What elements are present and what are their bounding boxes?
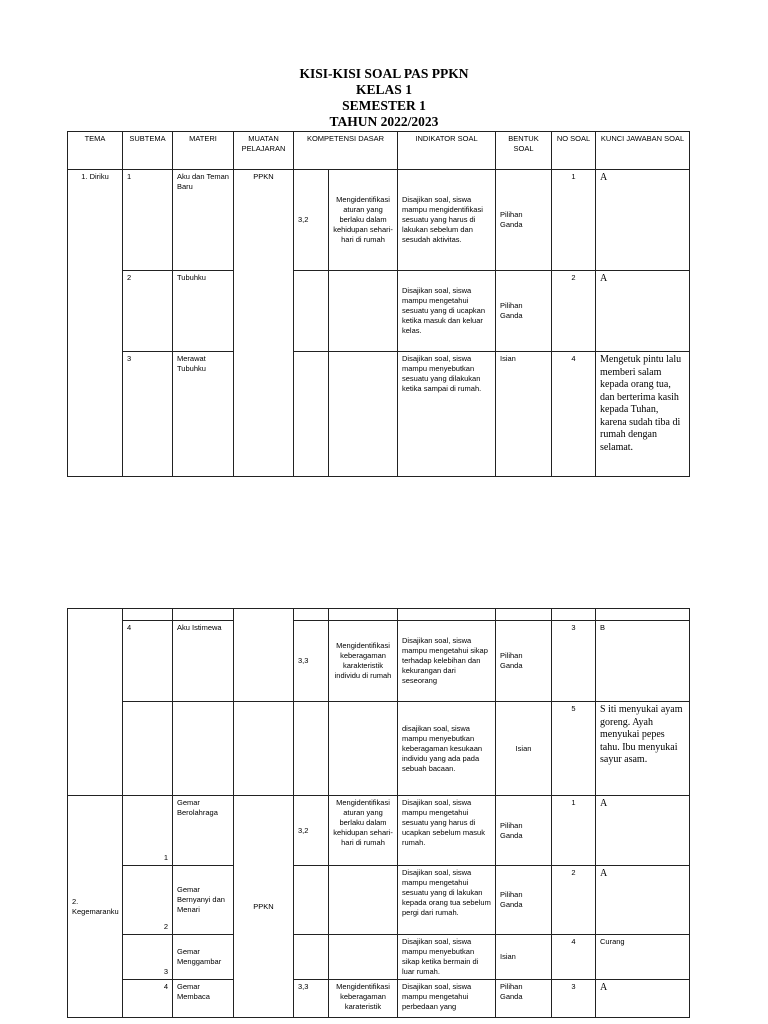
cell-indikator: disajikan soal, siswa mampu menyebutkan keberagaman kesukaan individu yang ada pada sebuah bacaan. bbox=[398, 702, 496, 796]
cell-kd-no: 3,3 bbox=[294, 980, 329, 1018]
cell-tema-blank bbox=[68, 609, 123, 796]
cell-muatan: PPKN bbox=[234, 170, 294, 477]
cell-blank bbox=[294, 935, 329, 980]
cell-tema: 1. Diriku bbox=[68, 170, 123, 477]
cell-kunci: Curang bbox=[596, 935, 690, 980]
cell-subtema: 4 bbox=[123, 621, 173, 702]
cell-no: 3 bbox=[552, 980, 596, 1018]
cell-kd-no: 3,2 bbox=[294, 796, 329, 866]
cell-no: 3 bbox=[552, 621, 596, 702]
cell-materi: Gemar Menggambar bbox=[173, 935, 234, 980]
cell-subtema: 2 bbox=[123, 271, 173, 352]
cell-subtema: 1 bbox=[123, 796, 173, 866]
cell-bentuk: Isian bbox=[496, 352, 552, 477]
cell-bentuk: Pilihan Ganda bbox=[496, 271, 552, 352]
cell-materi: Gemar Bernyanyi dan Menari bbox=[173, 866, 234, 935]
cell-kunci: B bbox=[596, 621, 690, 702]
table-row bbox=[68, 866, 690, 935]
table-blank-header-row bbox=[68, 609, 690, 621]
cell-bentuk: Pilihan Ganda bbox=[496, 170, 552, 271]
cell-no: 2 bbox=[552, 866, 596, 935]
cell-materi: Tubuhku bbox=[173, 271, 234, 352]
cell-blank bbox=[294, 866, 329, 935]
cell-bentuk: Pilihan Ganda bbox=[496, 980, 552, 1018]
cell-kd-no: 3,2 bbox=[294, 170, 329, 271]
cell-kd-text bbox=[329, 352, 398, 477]
cell-kd-text: Mengidentifikasi aturan yang berlaku dalam kehidupan sehari-hari di rumah bbox=[329, 796, 398, 866]
cell-bentuk: Isian bbox=[496, 702, 552, 796]
cell-kunci: A bbox=[596, 866, 690, 935]
cell-kunci: S iti menyukai ayam goreng. Ayah menyukai pepes tahu. Ibu menyukai sayur asam. bbox=[596, 702, 690, 796]
cell-blank bbox=[173, 609, 234, 621]
cell-subtema: 3 bbox=[123, 935, 173, 980]
header-kompetensi-dasar: KOMPETENSI DASAR bbox=[294, 132, 398, 170]
kisi-kisi-table-1 bbox=[67, 131, 690, 477]
title-line-1: KISI-KISI SOAL PAS PPKN bbox=[299, 66, 469, 81]
cell-blank bbox=[596, 609, 690, 621]
header-tema: TEMA bbox=[68, 132, 123, 170]
cell-bentuk: Pilihan Ganda bbox=[496, 866, 552, 935]
cell-blank bbox=[329, 935, 398, 980]
cell-materi: Aku Istimewa bbox=[173, 621, 234, 702]
table-row bbox=[68, 170, 690, 271]
cell-subtema: 2 bbox=[123, 866, 173, 935]
cell-blank bbox=[294, 609, 329, 621]
cell-tema: 2. Kegemaranku bbox=[68, 796, 123, 1018]
cell-kd-no bbox=[294, 271, 329, 352]
header-kunci: KUNCI JAWABAN SOAL bbox=[596, 132, 690, 170]
cell-kd-no: 3,3 bbox=[294, 621, 329, 702]
cell-blank bbox=[294, 702, 329, 796]
cell-bentuk: Pilihan Ganda bbox=[496, 796, 552, 866]
title-line-2: KELAS 1 bbox=[356, 82, 412, 97]
header-no: NO SOAL bbox=[552, 132, 596, 170]
header-indikator: INDIKATOR SOAL bbox=[398, 132, 496, 170]
cell-blank bbox=[123, 702, 173, 796]
cell-blank bbox=[329, 609, 398, 621]
cell-materi: Aku dan Teman Baru bbox=[173, 170, 234, 271]
cell-indikator: Disajikan soal, siswa mampu mengetahui sikap terhadap kelebihan dan kekurangan dari seseorang bbox=[398, 621, 496, 702]
cell-kd-text: Mengidentifikasi keberagaman karakteristik individu di rumah bbox=[329, 621, 398, 702]
table-row bbox=[68, 980, 690, 1018]
header-muatan: MUATAN PELAJARAN bbox=[234, 132, 294, 170]
table-row bbox=[68, 352, 690, 477]
cell-indikator: Disajikan soal, siswa mampu mengidentifikasi sesuatu yang harus di lakukan sebelum dan sesudah aktivitas. bbox=[398, 170, 496, 271]
title-line-4: TAHUN 2022/2023 bbox=[329, 114, 439, 129]
cell-no: 1 bbox=[552, 796, 596, 866]
cell-kd-no bbox=[294, 352, 329, 477]
cell-kunci: Mengetuk pintu lalu memberi salam kepada orang tua, dan berterima kasih kepada Tuhan, karena sudah tiba di rumah dengan selamat. bbox=[596, 352, 690, 477]
cell-subtema: 1 bbox=[123, 170, 173, 271]
cell-kd-text: Mengidentifikasi aturan yang berlaku dalam kehidupan sehari-hari di rumah bbox=[329, 170, 398, 271]
table-row bbox=[68, 271, 690, 352]
cell-indikator: Disajikan soal, siswa mampu menyebutkan sikap ketika bermain di luar rumah. bbox=[398, 935, 496, 980]
cell-kd-text: Mengidentifikasi keberagaman karateristik bbox=[329, 980, 398, 1018]
cell-subtema: 4 bbox=[123, 980, 173, 1018]
cell-materi: Gemar Berolahraga bbox=[173, 796, 234, 866]
cell-indikator: Disajikan soal, siswa mampu mengetahui sesuatu yang di ucapkan ketika masuk dan keluar kelas. bbox=[398, 271, 496, 352]
cell-kunci: A bbox=[596, 271, 690, 352]
kisi-kisi-table-2 bbox=[67, 608, 690, 1018]
cell-bentuk: Isian bbox=[496, 935, 552, 980]
table-header-row bbox=[68, 132, 690, 170]
cell-kunci: A bbox=[596, 796, 690, 866]
cell-no: 2 bbox=[552, 271, 596, 352]
header-subtema: SUBTEMA bbox=[123, 132, 173, 170]
cell-no: 5 bbox=[552, 702, 596, 796]
header-materi: MATERI bbox=[173, 132, 234, 170]
cell-blank bbox=[173, 702, 234, 796]
cell-kunci: A bbox=[596, 170, 690, 271]
cell-blank bbox=[329, 702, 398, 796]
cell-no: 4 bbox=[552, 935, 596, 980]
cell-indikator: Disajikan soal, siswa mampu mengetahui sesuatu yang di lakukan kepada orang tua sebelum pergi dari rumah. bbox=[398, 866, 496, 935]
cell-indikator: Disajikan soal, siswa mampu mengetahui sesuatu yang harus di ucapkan sebelum masuk rumah. bbox=[398, 796, 496, 866]
cell-blank bbox=[123, 609, 173, 621]
cell-kd-text bbox=[329, 271, 398, 352]
cell-materi: Merawat Tubuhku bbox=[173, 352, 234, 477]
cell-blank bbox=[496, 609, 552, 621]
cell-muatan-blank bbox=[234, 609, 294, 702]
cell-no: 1 bbox=[552, 170, 596, 271]
cell-bentuk: Pilihan Ganda bbox=[496, 621, 552, 702]
cell-no: 4 bbox=[552, 352, 596, 477]
cell-indikator: Disajikan soal, siswa mampu mengetahui perbedaan yang bbox=[398, 980, 496, 1018]
table-row bbox=[68, 796, 690, 866]
cell-blank bbox=[552, 609, 596, 621]
cell-indikator: Disajikan soal, siswa mampu menyebutkan sesuatu yang dilakukan ketika sampai di rumah. bbox=[398, 352, 496, 477]
cell-kunci: A bbox=[596, 980, 690, 1018]
table-row bbox=[68, 935, 690, 980]
table-row bbox=[68, 702, 690, 796]
cell-blank bbox=[234, 702, 294, 796]
cell-materi: Gemar Membaca bbox=[173, 980, 234, 1018]
header-bentuk: BENTUK SOAL bbox=[496, 132, 552, 170]
title-line-3: SEMESTER 1 bbox=[342, 98, 426, 113]
cell-blank bbox=[329, 866, 398, 935]
document-title bbox=[0, 66, 768, 130]
table-row bbox=[68, 621, 690, 702]
cell-blank bbox=[398, 609, 496, 621]
cell-muatan: PPKN bbox=[234, 796, 294, 1018]
cell-subtema: 3 bbox=[123, 352, 173, 477]
